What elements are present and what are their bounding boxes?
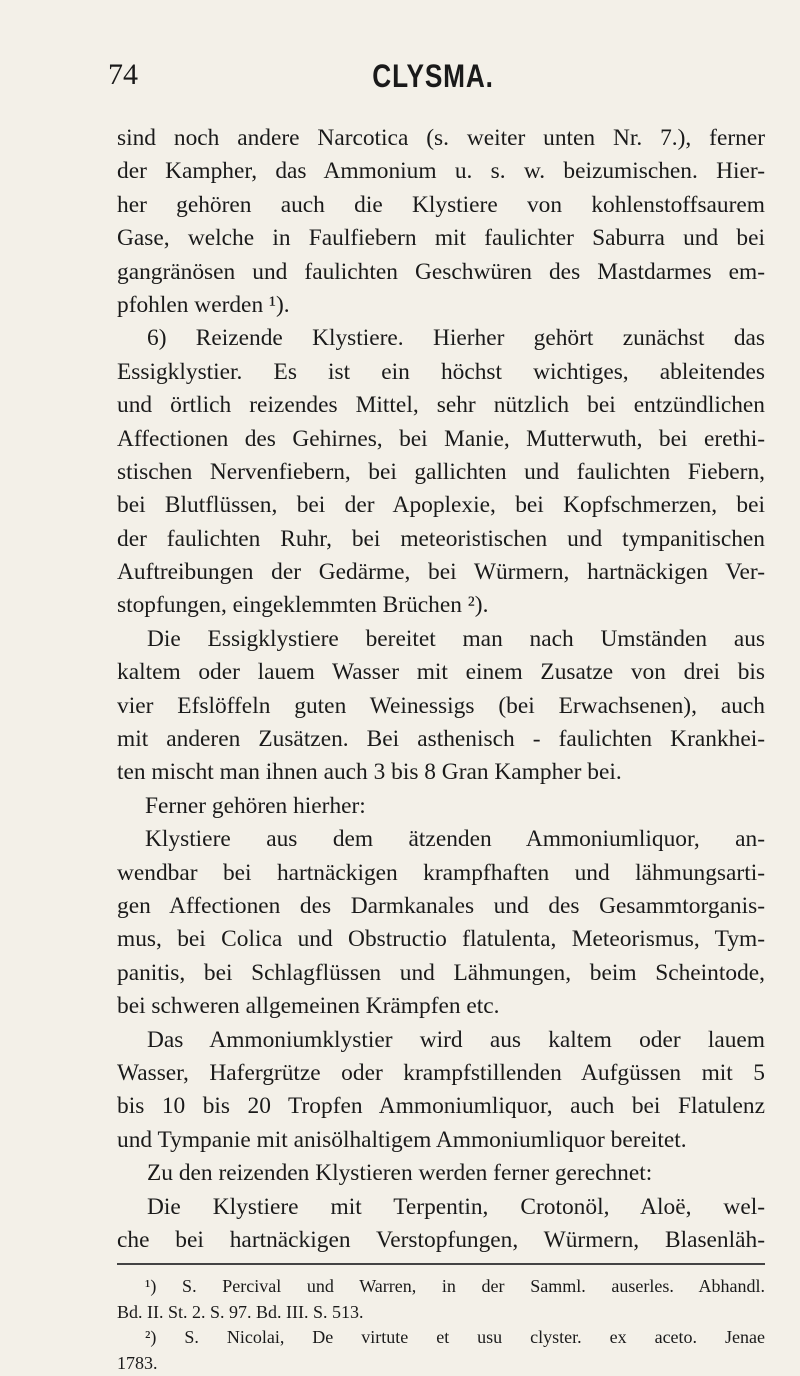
text-line: bei Blutflüssen, bei der Apoplexie, bei Kopfschmerzen, bei <box>117 489 765 522</box>
text-line: Essigklystier. Es ist ein höchst wichtiges, ableitendes <box>117 356 765 389</box>
text-line: her gehören auch die Klystiere von kohlenstoffsaurem <box>117 189 765 222</box>
text-line: vier Efslöffeln guten Weinessigs (bei Erwachsenen), auch <box>117 690 765 723</box>
text-line: 6) Reizende Klystiere. Hierher gehört zunächst das <box>117 322 765 355</box>
text-line: und örtlich reizendes Mittel, sehr nützlich bei entzündlichen <box>117 389 765 422</box>
footnote-line: Bd. II. St. 2. S. 97. Bd. III. S. 513. <box>117 1300 765 1326</box>
text-line: Affectionen des Gehirnes, bei Manie, Mutterwuth, bei erethi- <box>117 423 765 456</box>
text-line: bei schweren allgemeinen Krämpfen etc. <box>117 990 765 1023</box>
text-line: Wasser, Hafergrütze oder krampfstillenden Aufgüssen mit 5 <box>117 1057 765 1090</box>
page-number: 74 <box>108 58 138 92</box>
text-line: mus, bei Colica und Obstructio flatulenta, Meteorismus, Tym- <box>117 923 765 956</box>
text-line: Die Klystiere mit Terpentin, Crotonöl, Aloë, wel- <box>117 1191 765 1224</box>
text-line: der faulichten Ruhr, bei meteoristischen und tympanitischen <box>117 523 765 556</box>
text-line: Zu den reizenden Klystieren werden ferner gerechnet: <box>117 1157 765 1190</box>
text-line: gen Affectionen des Darmkanales und des Gesammtorganis- <box>117 890 765 923</box>
text-line: gangränösen und faulichten Geschwüren des Mastdarmes em- <box>117 256 765 289</box>
text-line: wendbar bei hartnäckigen krampfhaften und lähmungsarti- <box>117 857 765 890</box>
text-line: bis 10 bis 20 Tropfen Ammoniumliquor, auch bei Flatulenz <box>117 1090 765 1123</box>
text-line: Das Ammoniumklystier wird aus kaltem oder lauem <box>117 1024 765 1057</box>
text-line: pfohlen werden ¹). <box>117 289 765 322</box>
text-line: Die Essigklystiere bereitet man nach Umständen aus <box>117 623 765 656</box>
text-line: kaltem oder lauem Wasser mit einem Zusatze von drei bis <box>117 656 765 689</box>
footnote-line: ²) S. Nicolai, De virtute et usu clyster. ex aceto. Jenae <box>117 1325 765 1351</box>
text-line: Klystiere aus dem ätzenden Ammoniumliquor, an- <box>117 823 765 856</box>
text-line: panitis, bei Schlagflüssen und Lähmungen, beim Scheintode, <box>117 957 765 990</box>
text-line: sind noch andere Narcotica (s. weiter unten Nr. 7.), ferner <box>117 122 765 155</box>
text-line: und Tympanie mit anisölhaltigem Ammoniumliquor bereitet. <box>117 1124 765 1157</box>
text-line: stischen Nervenfiebern, bei gallichten und faulichten Fiebern, <box>117 456 765 489</box>
text-line: Gase, welche in Faulfiebern mit faulichter Saburra und bei <box>117 222 765 255</box>
footnote-line: 1783. <box>117 1351 765 1376</box>
footnote-line: ¹) S. Percival und Warren, in der Samml. auserles. Abhandl. <box>117 1274 765 1300</box>
running-head: CLYSMA. <box>167 58 700 95</box>
page-header <box>108 58 758 108</box>
text-line: der Kampher, das Ammonium u. s. w. beizumischen. Hier- <box>117 155 765 188</box>
footnotes <box>117 1274 765 1376</box>
body-text <box>117 122 765 1257</box>
text-line: che bei hartnäckigen Verstopfungen, Würmern, Blasenläh- <box>117 1224 765 1257</box>
text-line: stopfungen, eingeklemmten Brüchen ²). <box>117 589 765 622</box>
footnote-divider <box>117 1263 765 1265</box>
text-line: Ferner gehören hierher: <box>117 790 765 823</box>
text-line: mit anderen Zusätzen. Bei asthenisch - faulichten Krankhei- <box>117 723 765 756</box>
text-line: Auftreibungen der Gedärme, bei Würmern, hartnäckigen Ver- <box>117 556 765 589</box>
text-line: ten mischt man ihnen auch 3 bis 8 Gran Kampher bei. <box>117 756 765 789</box>
